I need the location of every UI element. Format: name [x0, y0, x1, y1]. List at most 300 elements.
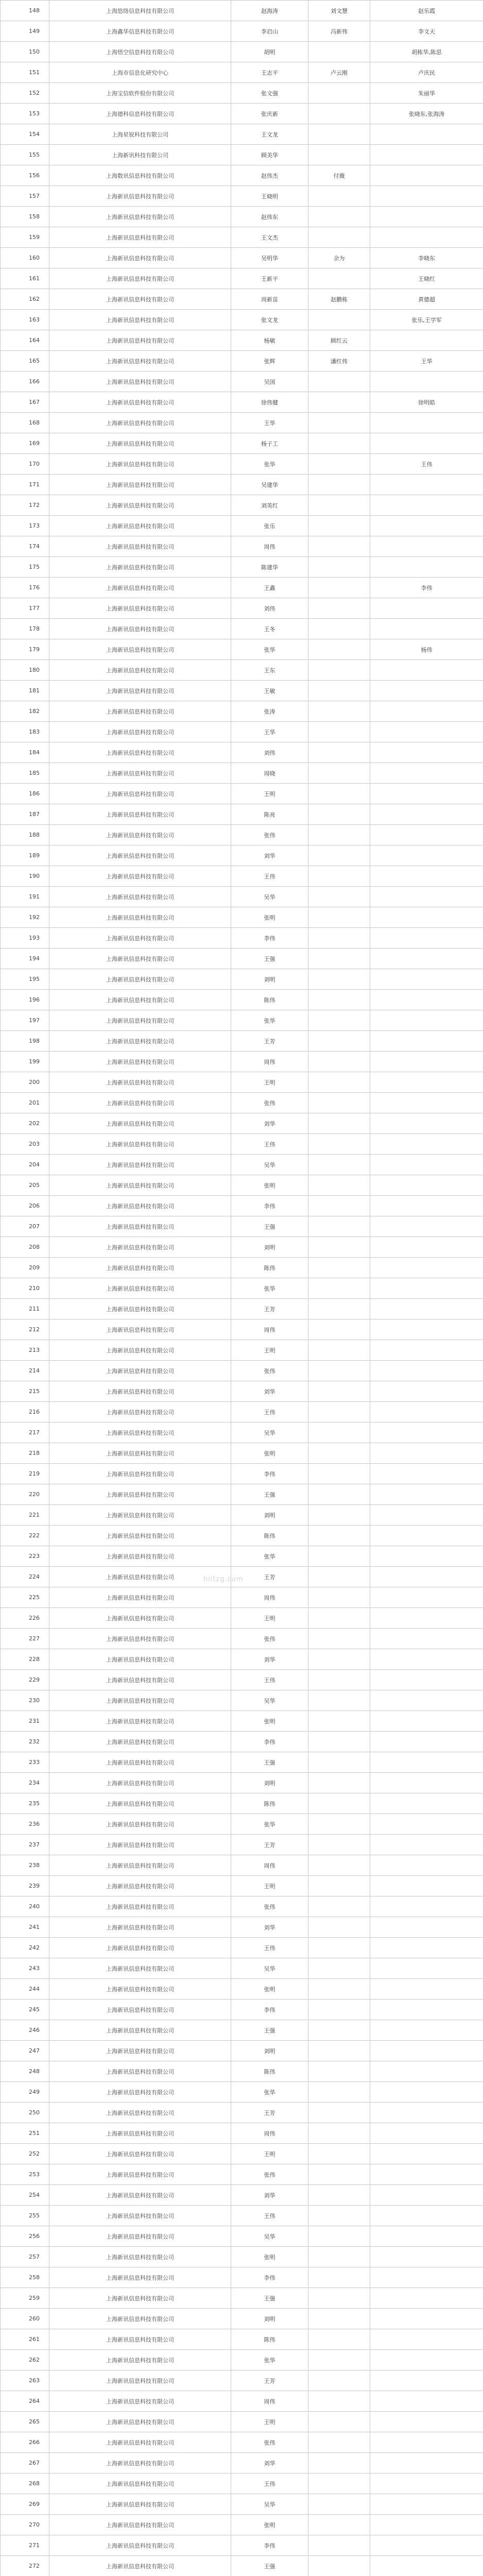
- table-row: [1, 2206, 483, 2226]
- contact-primary: 吴明华: [231, 248, 308, 268]
- table-row: [1, 907, 483, 928]
- table-row: [1, 1134, 483, 1155]
- contact-secondary: [308, 578, 370, 598]
- contact-secondary: 顾红云: [308, 330, 370, 351]
- table-row: [1, 1464, 483, 1484]
- table-row: [1, 2309, 483, 2329]
- contact-secondary: [308, 907, 370, 928]
- table-row: [1, 62, 483, 83]
- contact-secondary: [308, 2185, 370, 2206]
- row-number: 261: [1, 2329, 49, 2350]
- table-row: [1, 2473, 483, 2494]
- contact-secondary: [308, 2453, 370, 2473]
- contact-secondary: 冯新伟: [308, 21, 370, 42]
- table-row: [1, 2535, 483, 2556]
- table-row: [1, 1505, 483, 1526]
- contact-secondary: [308, 1752, 370, 1773]
- row-number: 156: [1, 165, 49, 186]
- company-name: 上海新讯信息科技有限公司: [49, 722, 231, 742]
- contact-others: [370, 1773, 483, 1793]
- company-name: 上海新讯信息科技有限公司: [49, 2061, 231, 2082]
- contact-secondary: [308, 1938, 370, 1958]
- company-name: 上海新讯信息科技有限公司: [49, 1773, 231, 1793]
- row-number: 211: [1, 1299, 49, 1319]
- company-name: 上海新讯信息科技有限公司: [49, 1381, 231, 1402]
- contact-others: [370, 1258, 483, 1278]
- table-row: [1, 1175, 483, 1196]
- contact-primary: 张伟: [231, 2164, 308, 2185]
- company-name: 上海新讯信息科技有限公司: [49, 371, 231, 392]
- table-row: [1, 1422, 483, 1443]
- row-number: 244: [1, 1979, 49, 1999]
- row-number: 169: [1, 433, 49, 454]
- contact-secondary: [308, 722, 370, 742]
- row-number: 267: [1, 2453, 49, 2473]
- company-name: 上海新讯信息科技有限公司: [49, 1587, 231, 1608]
- contact-others: [370, 1402, 483, 1422]
- table-row: [1, 1690, 483, 1711]
- contact-primary: 陈亮: [231, 804, 308, 825]
- contact-secondary: [308, 2020, 370, 2041]
- table-row: [1, 2494, 483, 2515]
- row-number: 188: [1, 825, 49, 845]
- row-number: 231: [1, 1711, 49, 1732]
- contact-others: [370, 1237, 483, 1258]
- company-name: 上海新讯信息科技有限公司: [49, 1155, 231, 1175]
- company-name: 上海新讯信息科技有限公司: [49, 2020, 231, 2041]
- row-number: 239: [1, 1876, 49, 1896]
- contact-primary: 王东: [231, 660, 308, 681]
- company-name: 上海新讯信息科技有限公司: [49, 1113, 231, 1134]
- row-number: 161: [1, 268, 49, 289]
- contact-secondary: [308, 2082, 370, 2103]
- contact-secondary: [308, 1422, 370, 1443]
- row-number: 183: [1, 722, 49, 742]
- row-number: 154: [1, 124, 49, 145]
- contact-secondary: [308, 1505, 370, 1526]
- row-number: 218: [1, 1443, 49, 1464]
- contact-primary: 徐伟健: [231, 392, 308, 413]
- company-name: 上海新讯信息科技有限公司: [49, 990, 231, 1010]
- contact-secondary: [308, 1979, 370, 1999]
- row-number: 209: [1, 1258, 49, 1278]
- table-row: [1, 2453, 483, 2473]
- contact-others: [370, 1711, 483, 1732]
- company-name: 上海新讯信息科技有限公司: [49, 2247, 231, 2267]
- contact-primary: 周伟: [231, 1855, 308, 1876]
- company-name: 上海新讯信息科技有限公司: [49, 804, 231, 825]
- row-number: 187: [1, 804, 49, 825]
- contact-primary: 张明: [231, 1443, 308, 1464]
- contact-secondary: [308, 433, 370, 454]
- contact-others: [370, 1855, 483, 1876]
- contact-others: [370, 2412, 483, 2432]
- contact-secondary: [308, 1793, 370, 1814]
- contact-others: [370, 2185, 483, 2206]
- table-row: [1, 1773, 483, 1793]
- contact-primary: 张伟: [231, 1093, 308, 1113]
- company-name: 上海新讯信息科技有限公司: [49, 495, 231, 516]
- contact-secondary: [308, 1917, 370, 1938]
- table-row: [1, 1896, 483, 1917]
- contact-primary: 李伟: [231, 1196, 308, 1216]
- contact-primary: 张伟: [231, 1896, 308, 1917]
- row-number: 214: [1, 1361, 49, 1381]
- row-number: 262: [1, 2350, 49, 2370]
- contact-secondary: [308, 1278, 370, 1299]
- table-row: [1, 145, 483, 165]
- company-name: 上海新讯信息科技有限公司: [49, 413, 231, 433]
- company-name: 上海新讯信息科技有限公司: [49, 1278, 231, 1299]
- contact-others: [370, 1608, 483, 1629]
- company-name: 上海新讯信息科技有限公司: [49, 1422, 231, 1443]
- contact-others: [370, 804, 483, 825]
- company-name: 上海新讯信息科技有限公司: [49, 2370, 231, 2391]
- contact-secondary: [308, 619, 370, 639]
- contact-primary: 张明: [231, 2515, 308, 2535]
- contact-secondary: [308, 268, 370, 289]
- contact-primary: 周伟: [231, 2123, 308, 2144]
- contact-secondary: [308, 2164, 370, 2185]
- contact-primary: 吴华: [231, 1690, 308, 1711]
- contact-primary: 周伟: [231, 1319, 308, 1340]
- company-name: 上海数讯信息科技有限公司: [49, 165, 231, 186]
- company-name: 上海新讯信息科技有限公司: [49, 2267, 231, 2288]
- row-number: 246: [1, 2020, 49, 2041]
- row-number: 270: [1, 2515, 49, 2535]
- contact-others: [370, 1278, 483, 1299]
- contact-others: [370, 433, 483, 454]
- contact-primary: 王芳: [231, 1835, 308, 1855]
- company-name: 上海新讯信息科技有限公司: [49, 1732, 231, 1752]
- table-row: [1, 639, 483, 660]
- contact-others: [370, 1216, 483, 1237]
- table-row: [1, 2267, 483, 2288]
- contact-primary: 王芳: [231, 2103, 308, 2123]
- contact-primary: 王新平: [231, 268, 308, 289]
- contact-secondary: [308, 1340, 370, 1361]
- contact-primary: 王伟: [231, 1402, 308, 1422]
- row-number: 242: [1, 1938, 49, 1958]
- company-name: 上海新讯信息科技有限公司: [49, 845, 231, 866]
- company-name: 上海新讯信息科技有限公司: [49, 248, 231, 268]
- company-name: 上海新讯信息科技有限公司: [49, 1690, 231, 1711]
- row-number: 213: [1, 1340, 49, 1361]
- contact-primary: 王强: [231, 2556, 308, 2576]
- contact-secondary: [308, 1010, 370, 1031]
- table-row: [1, 598, 483, 619]
- table-row: [1, 536, 483, 557]
- contact-primary: 周伟: [231, 1587, 308, 1608]
- contact-others: [370, 1938, 483, 1958]
- contact-primary: 李伟: [231, 1999, 308, 2020]
- company-name: 上海新讯科技有限公司: [49, 145, 231, 165]
- company-name: 上海宝信软件股份有限公司: [49, 83, 231, 104]
- company-name: 上海新讯信息科技有限公司: [49, 310, 231, 330]
- table-row: [1, 1814, 483, 1835]
- contact-primary: 张伟: [231, 825, 308, 845]
- row-number: 151: [1, 62, 49, 83]
- contact-secondary: [308, 207, 370, 227]
- contact-primary: 张文强: [231, 83, 308, 104]
- contact-secondary: 余为: [308, 248, 370, 268]
- contact-secondary: 刘文慧: [308, 1, 370, 21]
- contact-secondary: [308, 1690, 370, 1711]
- table-row: [1, 1732, 483, 1752]
- contact-primary: 陈伟: [231, 1793, 308, 1814]
- contact-others: 徐明皓: [370, 392, 483, 413]
- contact-others: [370, 1670, 483, 1690]
- table-row: [1, 845, 483, 866]
- table-row: [1, 165, 483, 186]
- table-row: [1, 413, 483, 433]
- table-row: [1, 1319, 483, 1340]
- contact-secondary: [308, 1031, 370, 1052]
- table-row: [1, 2329, 483, 2350]
- contact-primary: 张明: [231, 1711, 308, 1732]
- table-row: [1, 433, 483, 454]
- company-name: 上海新讯信息科技有限公司: [49, 1752, 231, 1773]
- company-name: 上海新讯信息科技有限公司: [49, 207, 231, 227]
- row-number: 207: [1, 1216, 49, 1237]
- contact-primary: 吴华: [231, 1958, 308, 1979]
- contact-primary: 张明: [231, 907, 308, 928]
- contact-others: [370, 598, 483, 619]
- company-name: 上海德科信息科技有限公司: [49, 104, 231, 124]
- contact-secondary: [308, 2061, 370, 2082]
- row-number: 271: [1, 2535, 49, 2556]
- contact-primary: 张乐: [231, 516, 308, 536]
- contact-primary: 赵海涛: [231, 1, 308, 21]
- contact-primary: 刘华: [231, 1113, 308, 1134]
- table-row: [1, 1835, 483, 1855]
- company-name: 上海新讯信息科技有限公司: [49, 681, 231, 701]
- contact-secondary: [308, 1361, 370, 1381]
- contact-secondary: [308, 845, 370, 866]
- company-name: 上海新讯信息科技有限公司: [49, 2082, 231, 2103]
- row-number: 152: [1, 83, 49, 104]
- contact-others: [370, 186, 483, 207]
- company-name: 上海新讯信息科技有限公司: [49, 1670, 231, 1690]
- contact-secondary: [308, 1484, 370, 1505]
- table-body: [1, 1, 483, 2576]
- row-number: 216: [1, 1402, 49, 1422]
- contact-others: [370, 742, 483, 763]
- row-number: 170: [1, 454, 49, 474]
- row-number: 186: [1, 784, 49, 804]
- contact-primary: 陈伟: [231, 2061, 308, 2082]
- row-number: 247: [1, 2041, 49, 2061]
- contact-others: [370, 2473, 483, 2494]
- contact-secondary: [308, 2370, 370, 2391]
- row-number: 268: [1, 2473, 49, 2494]
- contact-secondary: [308, 1773, 370, 1793]
- row-number: 251: [1, 2123, 49, 2144]
- company-name: 上海新讯信息科技有限公司: [49, 1999, 231, 2020]
- table-row: [1, 351, 483, 371]
- contact-primary: 杨敏: [231, 330, 308, 351]
- row-number: 150: [1, 42, 49, 62]
- contact-primary: 杨子工: [231, 433, 308, 454]
- contact-primary: 刘华: [231, 2453, 308, 2473]
- contact-secondary: 潘红伟: [308, 351, 370, 371]
- contact-primary: 吴华: [231, 2494, 308, 2515]
- contact-secondary: [308, 392, 370, 413]
- contact-others: [370, 371, 483, 392]
- row-number: 195: [1, 969, 49, 990]
- contact-primary: 王敏: [231, 681, 308, 701]
- contact-others: [370, 1381, 483, 1402]
- contact-others: [370, 516, 483, 536]
- contact-others: [370, 2267, 483, 2288]
- contact-others: [370, 2247, 483, 2267]
- contact-others: 李文天: [370, 21, 483, 42]
- contact-secondary: [308, 1196, 370, 1216]
- company-name: 上海新讯信息科技有限公司: [49, 1031, 231, 1052]
- contact-secondary: [308, 310, 370, 330]
- contact-primary: 张华: [231, 1546, 308, 1567]
- contact-others: [370, 1052, 483, 1072]
- table-row: [1, 2515, 483, 2535]
- row-number: 181: [1, 681, 49, 701]
- table-row: [1, 2020, 483, 2041]
- contact-secondary: [308, 2556, 370, 2576]
- contact-others: 张晓东,张海涛: [370, 104, 483, 124]
- contact-secondary: [308, 1093, 370, 1113]
- row-number: 168: [1, 413, 49, 433]
- contact-primary: 刘明: [231, 2309, 308, 2329]
- company-name: 上海新讯信息科技有限公司: [49, 1216, 231, 1237]
- contact-primary: 张华: [231, 2082, 308, 2103]
- row-number: 226: [1, 1608, 49, 1629]
- contact-primary: 王华: [231, 413, 308, 433]
- contact-primary: 周新苗: [231, 289, 308, 310]
- contact-others: [370, 2556, 483, 2576]
- table-row: [1, 1855, 483, 1876]
- table-row: [1, 474, 483, 495]
- table-row: [1, 1526, 483, 1546]
- contact-secondary: [308, 1814, 370, 1835]
- contact-others: [370, 2370, 483, 2391]
- contact-primary: 张伟: [231, 1361, 308, 1381]
- table-row: [1, 227, 483, 248]
- row-number: 163: [1, 310, 49, 330]
- company-name: 上海新讯信息科技有限公司: [49, 2206, 231, 2226]
- table-row: [1, 1567, 483, 1587]
- table-row: [1, 330, 483, 351]
- contact-others: [370, 948, 483, 969]
- table-row: [1, 804, 483, 825]
- row-number: 191: [1, 887, 49, 907]
- row-number: 201: [1, 1093, 49, 1113]
- row-number: 205: [1, 1175, 49, 1196]
- contact-secondary: [308, 1299, 370, 1319]
- contact-secondary: [308, 454, 370, 474]
- row-number: 179: [1, 639, 49, 660]
- row-number: 200: [1, 1072, 49, 1093]
- contact-others: [370, 1979, 483, 1999]
- contact-others: [370, 413, 483, 433]
- row-number: 223: [1, 1546, 49, 1567]
- company-name: 上海新讯信息科技有限公司: [49, 1649, 231, 1670]
- company-name: 上海新讯信息科技有限公司: [49, 2453, 231, 2473]
- table-row: [1, 2103, 483, 2123]
- company-name: 上海新讯信息科技有限公司: [49, 1361, 231, 1381]
- row-number: 254: [1, 2185, 49, 2206]
- contact-secondary: [308, 1876, 370, 1896]
- contact-primary: 刘伟: [231, 742, 308, 763]
- company-name: 上海新讯信息科技有限公司: [49, 1072, 231, 1093]
- row-number: 198: [1, 1031, 49, 1052]
- row-number: 260: [1, 2309, 49, 2329]
- company-name: 上海新讯信息科技有限公司: [49, 1938, 231, 1958]
- contact-primary: 王明: [231, 1340, 308, 1361]
- table-row: [1, 1299, 483, 1319]
- company-name: 上海新讯信息科技有限公司: [49, 1443, 231, 1464]
- contact-primary: 刘华: [231, 2185, 308, 2206]
- company-name: 上海新讯信息科技有限公司: [49, 2309, 231, 2329]
- contact-secondary: [308, 2041, 370, 2061]
- row-number: 236: [1, 1814, 49, 1835]
- contact-primary: 李伟: [231, 2535, 308, 2556]
- row-number: 193: [1, 928, 49, 948]
- table-row: [1, 1072, 483, 1093]
- contact-secondary: [308, 948, 370, 969]
- company-name: 上海悠络信息科技有限公司: [49, 1, 231, 21]
- contact-others: [370, 2309, 483, 2329]
- contact-primary: 刘华: [231, 1917, 308, 1938]
- contact-others: 黄德超: [370, 289, 483, 310]
- row-number: 173: [1, 516, 49, 536]
- company-name: 上海新讯信息科技有限公司: [49, 433, 231, 454]
- contact-others: [370, 2535, 483, 2556]
- contact-secondary: [308, 1319, 370, 1340]
- company-name: 上海新讯信息科技有限公司: [49, 2350, 231, 2370]
- table-row: [1, 660, 483, 681]
- contact-secondary: [308, 2288, 370, 2309]
- contact-secondary: [308, 969, 370, 990]
- row-number: 180: [1, 660, 49, 681]
- table-row: [1, 516, 483, 536]
- contact-secondary: [308, 825, 370, 845]
- company-name: 上海新讯信息科技有限公司: [49, 2164, 231, 2185]
- company-name: 上海新讯信息科技有限公司: [49, 887, 231, 907]
- row-number: 229: [1, 1670, 49, 1690]
- contact-primary: 张涛: [231, 701, 308, 722]
- contact-others: [370, 1690, 483, 1711]
- contact-primary: 张华: [231, 1278, 308, 1299]
- company-name: 上海新讯信息科技有限公司: [49, 2041, 231, 2061]
- contact-others: [370, 681, 483, 701]
- contact-secondary: [308, 557, 370, 578]
- row-number: 256: [1, 2226, 49, 2247]
- company-name: 上海新讯信息科技有限公司: [49, 1876, 231, 1896]
- contact-others: [370, 1896, 483, 1917]
- contact-primary: 赵伟东: [231, 207, 308, 227]
- contact-others: [370, 2020, 483, 2041]
- table-row: [1, 1, 483, 21]
- contact-others: [370, 2164, 483, 2185]
- contact-others: [370, 2123, 483, 2144]
- table-row: [1, 928, 483, 948]
- company-name: 上海新讯信息科技有限公司: [49, 1010, 231, 1031]
- contact-others: [370, 1361, 483, 1381]
- contact-others: [370, 1917, 483, 1938]
- contact-primary: 张华: [231, 1010, 308, 1031]
- contact-secondary: [308, 1113, 370, 1134]
- contact-secondary: [308, 2123, 370, 2144]
- contact-others: [370, 660, 483, 681]
